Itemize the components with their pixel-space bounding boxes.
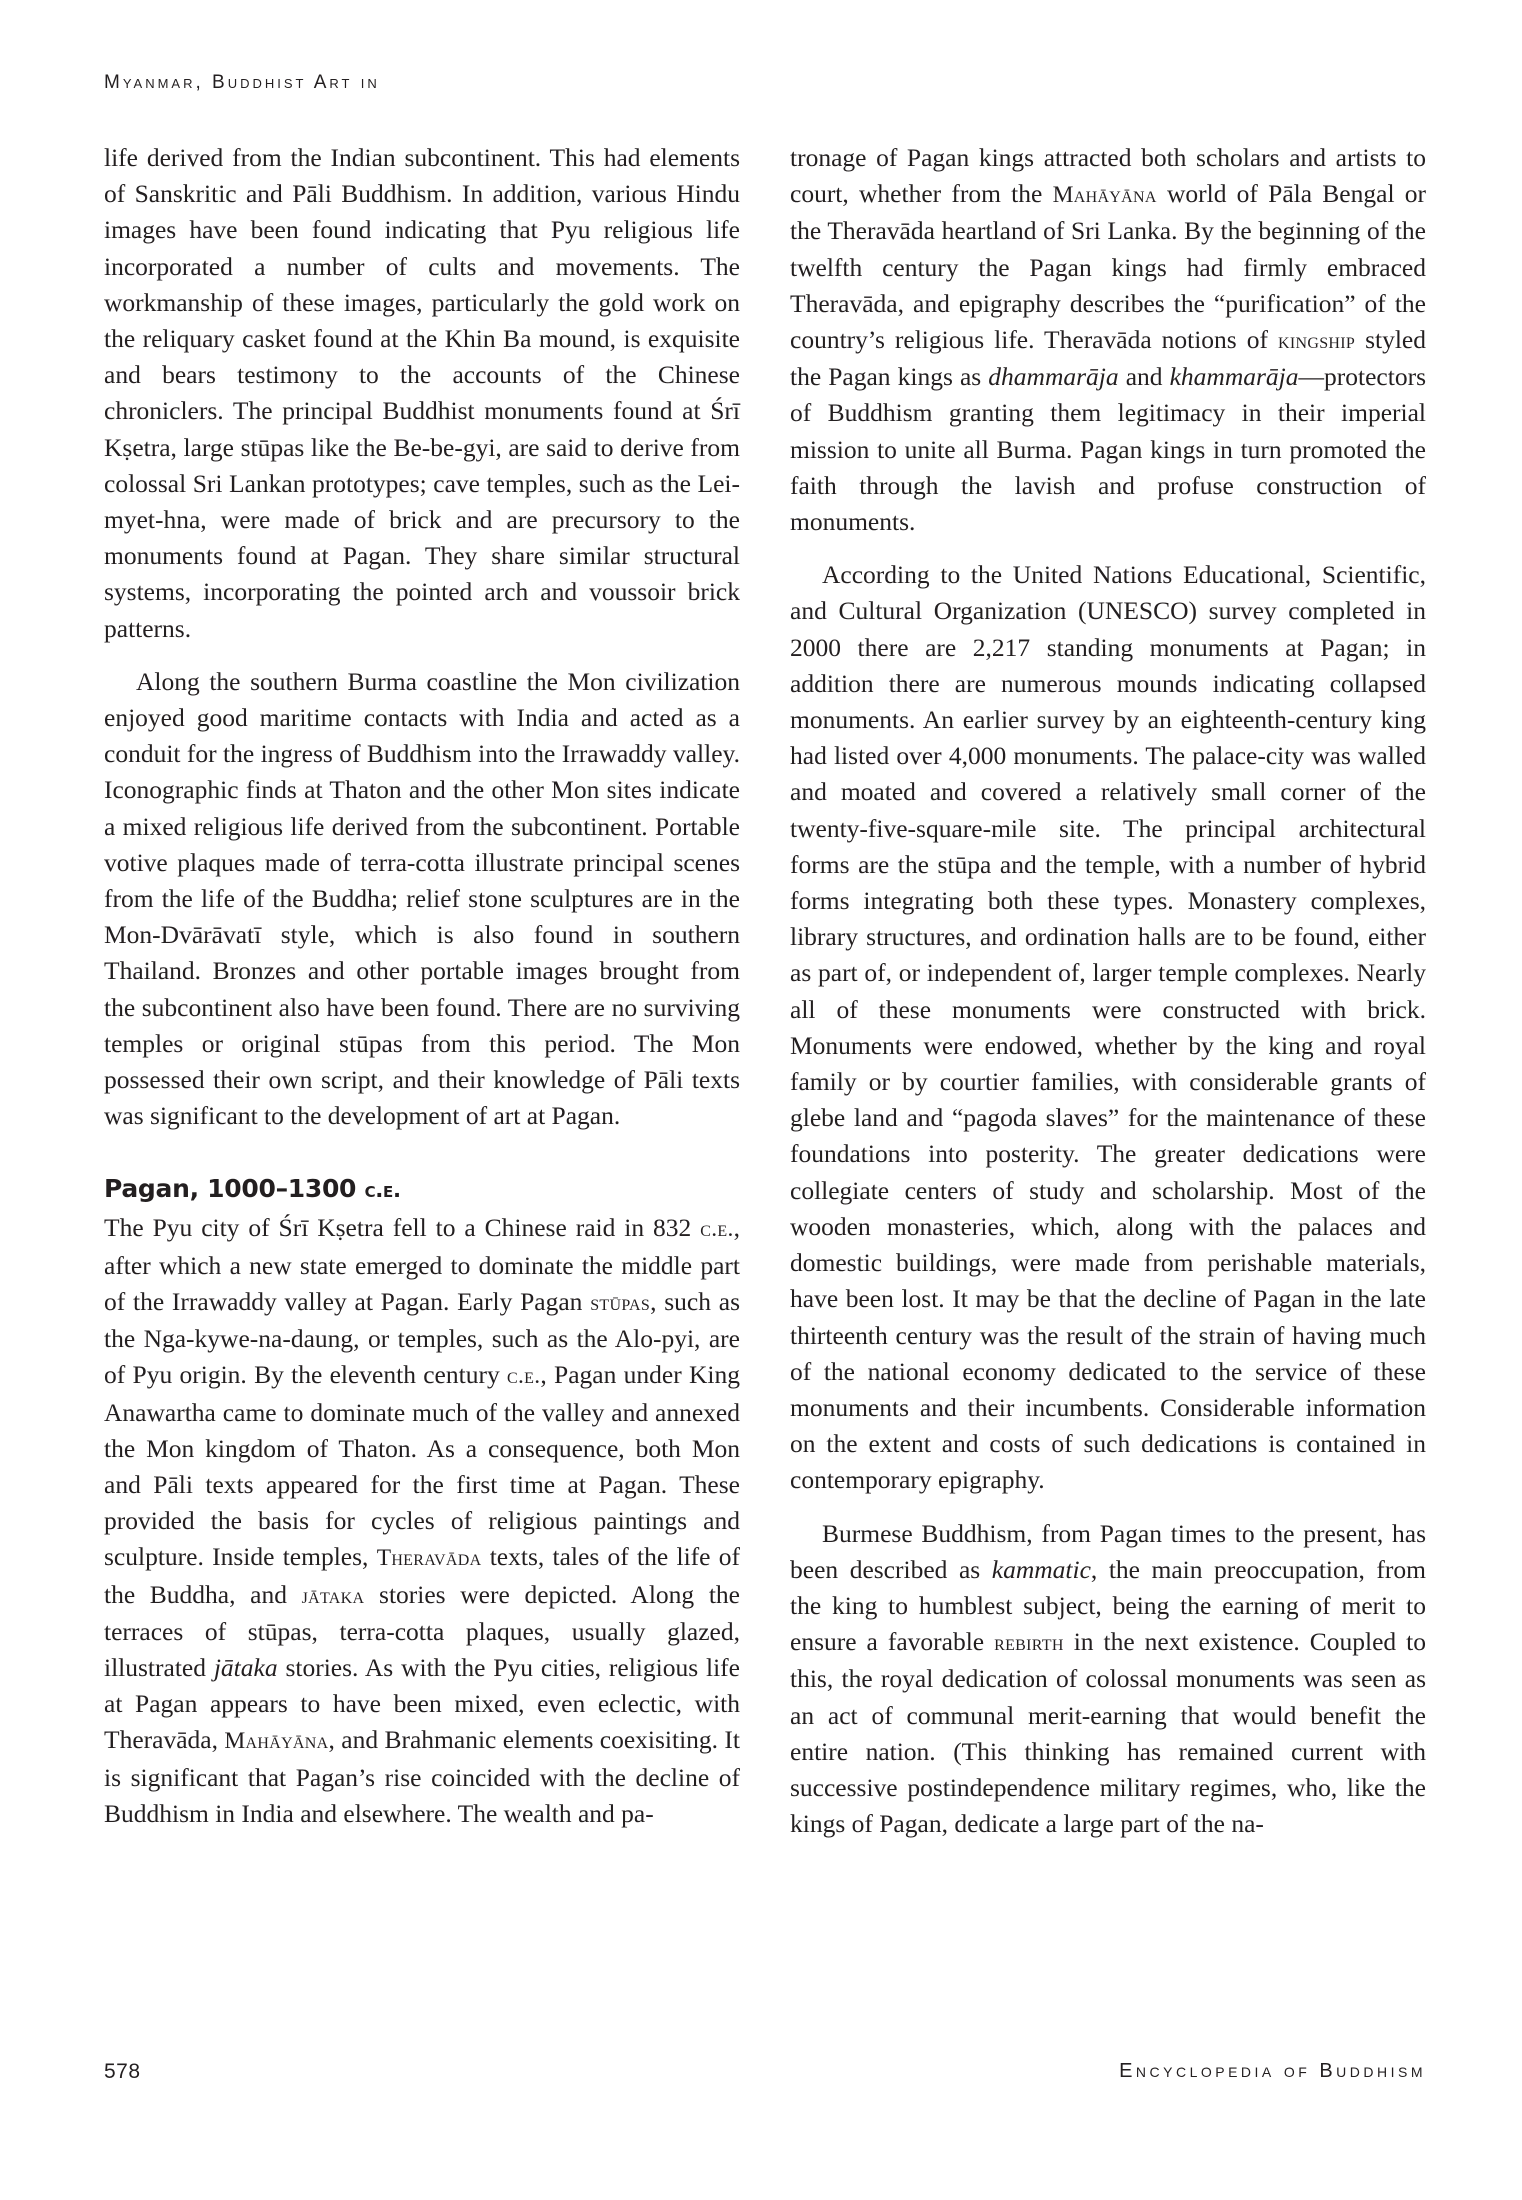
- text-run: , and Brahmanic elements coexisiting. It is significant that Pagan’s rise coincided with the decline of Buddhism in India and elsewhere. The wealth and pa-: [104, 1725, 740, 1828]
- text-run: , the main preoccupation, from the king to humblest subject, being the earning of merit to ensure a favorable: [790, 1554, 1426, 1657]
- italic-term: khammarāja: [1169, 362, 1299, 392]
- section-heading-text: Pagan, 1000–1300: [104, 1174, 365, 1204]
- paragraph-pagan-origins: [104, 1210, 740, 1831]
- text-run: The Pyu city of Śrī Kṣetra fell to a Chinese raid in 832: [104, 1213, 701, 1243]
- paragraph-mon-civilization: [104, 664, 740, 1135]
- footer-book-title: Encyclopedia of Buddhism: [1119, 2060, 1426, 2082]
- text-run: in the next existence. Coupled to this, the royal dedication of colossal monuments was seen as an act of communal merit-earning that would benefit the entire nation. (This thinking has remained current with successive postindependence military regimes, who, like the kings of Pagan, dedicate a large part of the na-: [790, 1627, 1426, 1839]
- small-caps-run: c.e.: [506, 1363, 541, 1390]
- cross-reference-stupas: stūpas: [590, 1289, 651, 1316]
- paragraph-pagan-patronage: [790, 140, 1426, 540]
- text-run: tronage of Pagan kings attracted both scholars and artists to court, whether from the: [790, 143, 1426, 209]
- cross-reference-mahayana: Mahāyāna: [224, 1728, 329, 1755]
- right-column: [790, 140, 1426, 1859]
- cross-reference-jataka: jātaka: [301, 1582, 365, 1609]
- text-run: , after which a new state emerged to dominate the middle part of the Irrawaddy valley at Pagan. Early Pagan: [104, 1213, 740, 1316]
- italic-term: kammatic: [991, 1554, 1091, 1584]
- italic-term: dhammarāja: [988, 362, 1119, 392]
- text-run: , Pagan under King Anawartha came to dominate much of the valley and annexed the Mon kingdom of Thaton. As a consequence, both Mon and Pāli texts appeared for the first time at Pagan. These provided the basis for cycles of religious paintings and sculpture. Inside temples,: [104, 1360, 740, 1572]
- section-heading-pagan: [104, 1172, 740, 1208]
- small-caps-run: c.e.: [700, 1216, 734, 1243]
- paragraph-burmese-buddhism: [790, 1516, 1426, 1843]
- text-run: Burmese Buddhism, from Pagan times to the present, has been described as: [790, 1518, 1426, 1584]
- italic-term: jātaka: [213, 1652, 278, 1682]
- page-number: 578: [104, 2060, 141, 2083]
- text-run: world of Pāla Bengal or the Theravāda heartland of Sri Lanka. By the beginning of the twelfth century the Pagan kings had firmly embraced Theravāda, and epigraphy describes the “purification” of the country’s religious life. Theravāda notions of: [790, 179, 1427, 355]
- paragraph-text: life derived from the Indian subcontinent. This had elements of Sanskritic and Pāli Buddhism. In addition, various Hindu images have been found indicating that Pyu religious life incorporated a number of cults and movements. The workmanship of these images, particularly the gold work on the reliquary casket found at the Khin Ba mound, is exquisite and bears testimony to the accounts of the Chinese chroniclers. The principal Buddhist monuments found at Śrī Kṣetra, large stūpas like the Be-be-gyi, are said to derive from colossal Sri Lankan prototypes; cave temples, such as the Lei-myet-hna, were made of brick and are precursory to the monuments found at Pagan. They share similar structural systems, incorporating the pointed arch and voussoir brick patterns.: [104, 143, 740, 643]
- text-run: styled the Pagan kings as: [790, 325, 1426, 392]
- left-column: [104, 140, 740, 1849]
- text-run: and: [1118, 362, 1170, 392]
- text-run: stories. As with the Pyu cities, religious life at Pagan appears to have been mixed, even eclectic, with Theravāda,: [104, 1652, 740, 1755]
- paragraph-text: Along the southern Burma coastline the Mon civilization enjoyed good maritime contacts with India and acted as a conduit for the ingress of Buddhism into the Irrawaddy valley. Iconographic finds at Thaton and the other Mon sites indicate a mixed religious life derived from the subcontinent. Portable votive plaques made of terra-cotta illustrate principal scenes from the life of the Buddha; relief stone sculptures are in the Mon-Dvārāvatī style, which is also found in southern Thailand. Bronzes and other portable images brought from the subcontinent also have been found. There are no surviving temples or original stūpas from this period. The Mon possessed their own script, and their knowledge of Pāli texts was significant to the development of art at Pagan.: [104, 666, 740, 1131]
- section-heading-era: c.e.: [364, 1178, 401, 1204]
- paragraph-text: According to the United Nations Educational, Scientific, and Cultural Organization (UNESCO) survey completed in 2000 there are 2,217 standing monuments at Pagan; in addition there are numerous mounds indicating collapsed monuments. An earlier survey by an eighteenth-century king had listed over 4,000 monuments. The palace-city was walled and moated and covered a relatively small corner of the twenty-five-square-mile site. The principal architectural forms are the stūpa and the temple, with a number of hybrid forms integrating both these types. Monastery complexes, library structures, and ordination halls are to be found, either as part of, or independent of, larger temple complexes. Nearly all of these monuments were constructed with brick. Monuments were endowed, whether by the king and royal family or by courtier families, with considerable grants of glebe land and “pagoda slaves” for the maintenance of these foundations into posterity. The greater dedications were collegiate centers of study and scholarship. Most of the wooden monasteries, which, along with the palaces and domestic buildings, were made from perishable materials, have been lost. It may be that the decline of Pagan in the late thirteenth century was the result of the strain of having much of the national economy dedicated to the service of these monuments and their incumbents. Considerable information on the extent and costs of such dedications is contained in contemporary epigraphy.: [790, 560, 1426, 1495]
- running-header-title: Myanmar, Buddhist Art in: [104, 72, 380, 93]
- text-run: stories were depicted. Along the terraces of stūpas, terra-cotta plaques, usually glazed, illustrated: [104, 1579, 740, 1682]
- cross-reference-rebirth: rebirth: [994, 1630, 1064, 1657]
- text-run: , such as the Nga-kywe-na-daung, or temples, such as the Alo-pyi, are of Pyu origin. By the eleventh century: [104, 1286, 740, 1390]
- cross-reference-theravada: Theravāda: [376, 1545, 482, 1572]
- text-run: texts, tales of the life of the Buddha, and: [104, 1542, 740, 1609]
- text-run: —protectors of Buddhism granting them legitimacy in their imperial mission to unite all Burma. Pagan kings in turn promoted the faith through the lavish and profuse construction of monuments.: [790, 362, 1426, 537]
- cross-reference-mahayana: Mahāyāna: [1052, 182, 1157, 209]
- paragraph-unesco-survey: [790, 557, 1426, 1498]
- paragraph-pyu-religious-life: [104, 140, 740, 647]
- cross-reference-kingship: kingship: [1278, 328, 1356, 355]
